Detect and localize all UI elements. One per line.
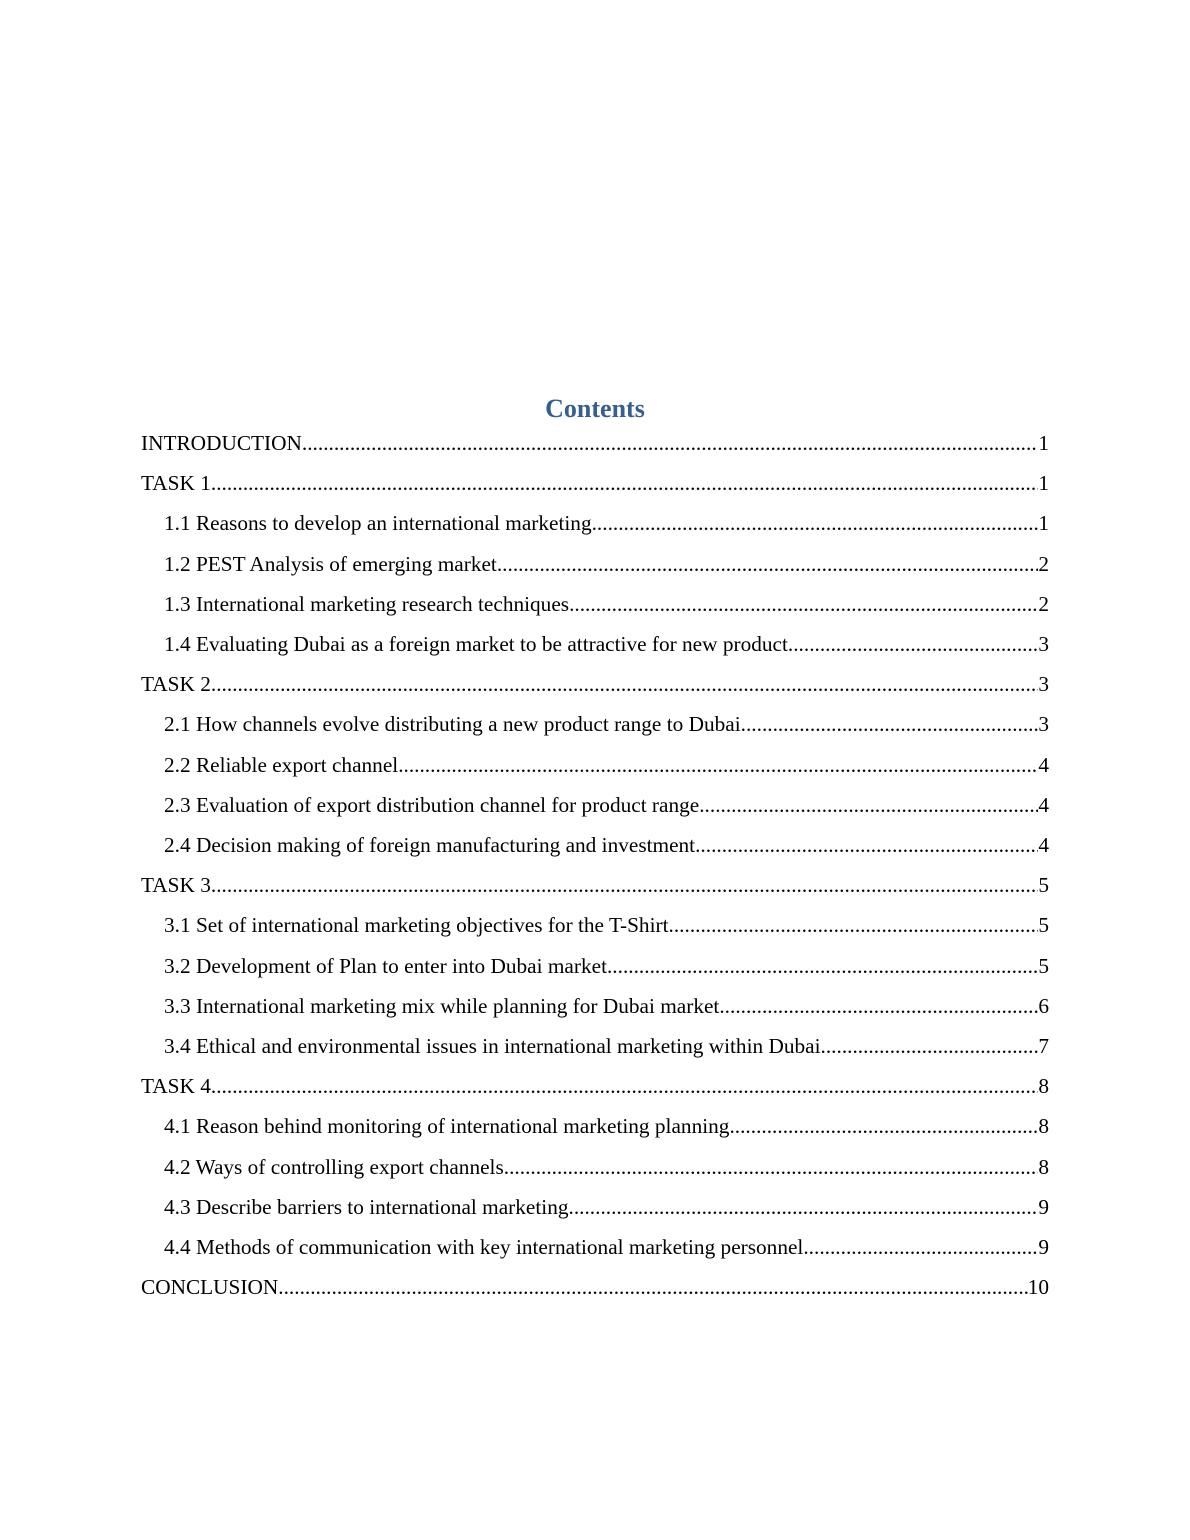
toc-entry[interactable] [164,986,1049,1026]
toc-entry-page: 1 [1038,511,1049,536]
toc-leader-dots [504,1147,1039,1187]
toc-entry[interactable] [164,825,1049,865]
toc-entry-label: 2.3 Evaluation of export distribution channel for product range [164,792,700,817]
toc-entry[interactable] [164,704,1049,744]
toc-entry-page: 4 [1038,752,1049,777]
toc-entry-label: 2.2 Reliable export channel [164,752,399,777]
toc-entry-page: 2 [1038,551,1049,576]
toc-leader-dots [211,865,1038,905]
toc-entry[interactable] [164,503,1049,543]
toc-entry-label: 1.2 PEST Analysis of emerging market [164,551,497,576]
toc-entry-label: 3.1 Set of international marketing objectives for the T-Shirt [164,913,669,938]
toc-leader-dots [803,1227,1038,1267]
toc-entry[interactable] [141,1267,1049,1307]
toc-entry-page: 3 [1038,712,1049,737]
toc-entry[interactable] [141,463,1049,503]
toc-entry[interactable] [141,1066,1049,1106]
toc-entry-label: 1.4 Evaluating Dubai as a foreign market to be attractive for new product [164,632,788,656]
toc-entry-label: 4.4 Methods of communication with key international marketing personnel [164,1235,804,1259]
toc-entry-page: 8 [1038,1154,1049,1179]
toc-entry-page: 7 [1038,1034,1049,1058]
toc-entry-label: 3.3 International marketing mix while planning for Dubai market [164,993,720,1018]
toc-entry-page: 5 [1038,953,1049,978]
toc-entry-label: TASK 1 [141,471,211,496]
toc-entry-page: 3 [1038,632,1049,656]
toc-leader-dots [699,785,1038,825]
toc-title: Contents [545,394,645,423]
toc-leader-dots [302,423,1038,463]
toc-entry-label: 4.2 Ways of controlling export channels [164,1154,504,1179]
toc-entry-label: 3.2 Development of Plan to enter into Dubai market [164,953,607,978]
toc-leader-dots [592,503,1039,543]
toc-entry[interactable] [164,1227,1049,1267]
toc-entry-page: 1 [1038,431,1049,455]
toc-entry-page: 4 [1038,792,1049,817]
toc-leader-dots [211,664,1038,704]
toc-leader-dots [669,905,1039,945]
toc-entry[interactable] [141,664,1049,704]
toc-entry-page: 9 [1038,1194,1049,1219]
toc-entry-label: 3.4 Ethical and environmental issues in international marketing within Dubai [164,1034,821,1058]
toc-entry-page: 5 [1038,913,1049,938]
toc-entry-label: CONCLUSION [141,1275,279,1300]
toc-entry-label: TASK 2 [141,672,211,697]
toc-entry[interactable] [164,1026,1049,1066]
toc-entry[interactable] [164,946,1049,986]
toc-entry-label: TASK 3 [141,873,211,898]
toc-entry-page: 1 [1038,471,1049,496]
toc-leader-dots [398,745,1038,785]
toc-leader-dots [607,946,1038,986]
toc-leader-dots [569,584,1038,624]
toc-leader-dots [211,463,1038,503]
toc-entry[interactable] [164,1106,1049,1146]
toc-entry-label: 1.3 International marketing research techniques [164,591,570,616]
toc-leader-dots [788,624,1038,664]
toc-entry[interactable] [164,1147,1049,1187]
toc-leader-dots [719,986,1038,1026]
toc-entry[interactable] [164,785,1049,825]
toc-entry-label: INTRODUCTION [141,431,302,455]
toc-entry-page: 3 [1038,672,1049,697]
toc-leader-dots [211,1066,1038,1106]
toc-leader-dots [278,1267,1027,1307]
toc-entry[interactable] [164,745,1049,785]
toc-entry-page: 8 [1038,1074,1049,1099]
toc-entry-label: 2.1 How channels evolve distributing a new product range to Dubai [164,712,741,737]
toc-leader-dots [741,704,1039,744]
toc-entry-page: 2 [1038,591,1049,616]
toc-entry-page: 8 [1038,1114,1049,1139]
toc-entry-label: TASK 4 [141,1074,211,1099]
toc-entry-page: 4 [1038,833,1049,857]
toc-entry-page: 9 [1038,1235,1049,1259]
toc-entry[interactable] [141,865,1049,905]
toc-entry-label: 2.4 Decision making of foreign manufacturing and investment [164,833,696,857]
toc-entry-page: 10 [1027,1275,1049,1300]
toc-entry[interactable] [141,423,1049,463]
toc-leader-dots [695,825,1038,865]
toc-leader-dots [569,1187,1039,1227]
toc-entry[interactable] [164,584,1049,624]
toc-leader-dots [497,544,1039,584]
toc-entry-page: 5 [1038,873,1049,898]
toc-entry[interactable] [164,905,1049,945]
toc-leader-dots [729,1106,1038,1146]
toc-entry-label: 1.1 Reasons to develop an international marketing [164,511,592,536]
toc-entry[interactable] [164,544,1049,584]
toc-entry[interactable] [164,624,1049,664]
toc-entry-label: 4.3 Describe barriers to international marketing [164,1194,569,1219]
toc-entry[interactable] [164,1187,1049,1227]
toc-leader-dots [821,1026,1039,1066]
toc-entry-page: 6 [1038,993,1049,1018]
toc-entry-label: 4.1 Reason behind monitoring of international marketing planning [164,1114,730,1139]
